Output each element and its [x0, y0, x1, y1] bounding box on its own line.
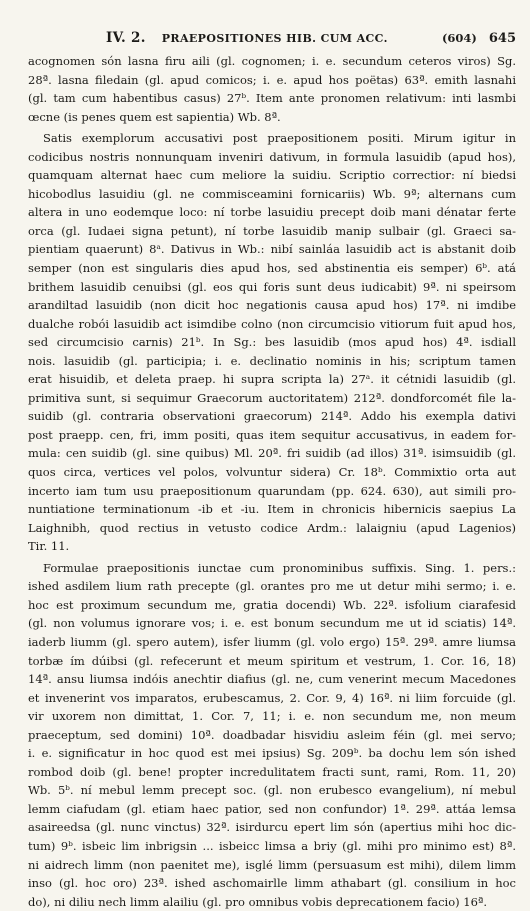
text-line: nois. lasuidib (gl. participia; i. e. declinatio nominis in his; scriptum tamen	[28, 353, 516, 368]
text-line: mula: cen suidib (gl. sine quibus) Ml. 20ª. fri suidib (ad illos) 31ª. isimsuidib (gl.	[28, 446, 516, 461]
text-line: incerto iam tum usu praepositionum quarundam (pp. 624. 630), aut simili pro-	[28, 483, 516, 498]
text-line: pientiam quaerunt) 8ᵃ. Dativus in Wb.: nibí sainláa lasuidib act is abstanit doib	[28, 242, 516, 257]
page-number: 645	[488, 31, 516, 46]
text-line: œcne (is penes quem est sapientia) Wb. 8ª.	[28, 109, 281, 124]
text-line: lemm ciafudam (gl. etiam haec patior, sed non confundor) 1ª. 29ª. attáa lemsa	[28, 801, 516, 816]
text-line: hoc est proximum secundum me, gratia docendi) Wb. 22ª. isfolium ciarafesid	[28, 597, 516, 612]
page-header	[28, 30, 516, 46]
text-line: vir uxorem non dimittat, 1. Cor. 7, 11; i. e. non secundum me, non meum	[28, 709, 516, 724]
text-line: erat hisuidib, et deleta praep. hi supra scripta la) 27ᵃ. it cétnidi lasuidib (gl.	[28, 372, 516, 387]
text-line: torbæ ím dúibsi (gl. refecerunt et meum spiritum et vestrum, 1. Cor. 16, 18)	[28, 653, 516, 668]
paragraph	[28, 129, 516, 556]
text-line: et invenerint vos imparatos, erubescamus, 2. Cor. 9, 4) 16ª. ni liim forcuide (gl.	[28, 690, 516, 705]
text-line: quamquam alternat haec cum meliore la suidiu. Scriptio correctior: ní biedsi	[28, 168, 516, 183]
text-line: dualche robói lasuidib act isimdibe colno (non circumcisio vitiorum fuit apud hos,	[28, 316, 516, 331]
text-line: primitiva sunt, si sequimur Graecorum auctoritatem) 212ª. dondforcomét file la-	[28, 390, 516, 405]
body-text	[28, 52, 516, 911]
text-line: ished asdilem lium rath precepte (gl. orantes pro me ut detur mihi sermo; i. e.	[28, 579, 516, 594]
running-title: PRAEPOSITIONES HIB. CUM ACC.	[161, 32, 388, 45]
text-line: orca (gl. Iudaei signa petunt), ní torbe lasuidib manip sulbair (gl. Graeci sa-	[28, 223, 516, 238]
text-line: Wb. 5ᵇ. ní mebul lemm precept soc. (gl. non erubesco evangelium), ní mebul	[28, 783, 516, 798]
text-line: ni aidrech limm (non paenitet me), isglé limm (persuasum est mihi), dilem limm	[28, 857, 516, 872]
text-line: (gl. tam cum habentibus casus) 27ᵇ. Item ante pronomen relativum: inti lasmbi	[28, 91, 516, 106]
text-line: nuntiatione terminationum -ib et -iu. Item in chronicis hibernicis saepius La	[28, 502, 516, 517]
text-line: sed circumcisio carnis) 21ᵇ. In Sg.: bes lasuidib (mos apud hos) 4ª. isdiall	[28, 335, 516, 350]
text-line: Laighnibh, quod rectius in vetusto codice Ardm.: lalaigniu (apud Lagenios)	[28, 520, 516, 535]
text-line: quos circa, vertices vel polos, volvuntur sidera) Cr. 18ᵇ. Commixtio orta aut	[28, 465, 516, 480]
text-line: i. e. significatur in hoc quod est mei ipsius) Sg. 209ᵇ. ba dochu lem són ished	[28, 746, 516, 761]
text-line: acognomen són lasna firu aili (gl. cognomen; i. e. secundum ceteros viros) Sg.	[28, 54, 516, 68]
text-line: arandiltad lasuidib (non dicit hoc negationis causa apud hos) 17ª. ni imdibe	[28, 298, 516, 313]
text-line: brithem lasuidib cenuibsi (gl. eos qui foris sunt deus iudicabit) 9ª. ni speirsom	[28, 279, 516, 294]
text-line: semper (non est singularis dies apud hos, sed abstinentia eis semper) 6ᵇ. atá	[28, 261, 516, 276]
text-line: 28ª. lasna filedain (gl. apud comicos; i. e. apud hos poëtas) 63ª. emith lasnahi	[28, 72, 516, 87]
text-line: Formulae praepositionis iunctae cum pronominibus suffixis. Sing. 1. pers.:	[43, 560, 516, 575]
text-line: do), ni diliu nech limm alailiu (gl. pro omnibus vobis deprecationem facio) 16ª.	[28, 894, 488, 909]
text-line: rombod doib (gl. bene! propter incredulitatem fracti sunt, rami, Rom. 11, 20)	[28, 764, 516, 779]
text-line: inso (gl. hoc oro) 23ª. ished aschomairlle limm athabart (gl. consilium in hoc	[28, 876, 516, 891]
paragraph	[28, 559, 516, 911]
text-line: suidib (gl. contraria observationi graecorum) 214ª. Addo his exempla dativi	[28, 409, 516, 424]
text-line: Tir. 11.	[28, 539, 70, 554]
paragraph	[28, 52, 516, 126]
text-line: Satis exemplorum accusativi post praepositionem positi. Mirum igitur in	[43, 131, 516, 146]
original-page-reference: (604)	[441, 31, 477, 45]
text-line: altera in uno eodemque loco: ní torbe lasuidiu precept doib mani dénatar ferte	[28, 205, 516, 220]
text-line: (gl. non volumus ignorare vos; i. e. est bonum secundum me ut id sciatis) 14ª.	[28, 616, 516, 631]
section-number: IV. 2.	[106, 30, 146, 46]
text-line: asaireedsa (gl. nunc vinctus) 32ª. isirdurcu epert lim són (apertius mihi hoc dic-	[28, 820, 516, 835]
text-line: codicibus nostris nonnunquam inveniri dativum, in formula lasuidib (apud hos),	[28, 149, 516, 164]
text-line: tum) 9ᵇ. isbeic lim inbrigsin ... isbeicc limsa a briy (gl. mihi pro minimo est) 8ª.	[28, 838, 516, 853]
text-line: hicobodlus lasuidiu (gl. ne commisceamini fornicariis) Wb. 9ª; alternans cum	[28, 186, 516, 201]
text-line: 14ª. ansu liumsa indóis anechtir diafius (gl. ne, cum venerint mecum Macedones	[28, 672, 516, 687]
text-line: post praepp. cen, fri, imm positi, quas item sequitur accusativus, in eadem for-	[28, 427, 516, 442]
text-line: iaderb liumm (gl. spero autem), isfer liumm (gl. volo ergo) 15ª. 29ª. amre liumsa	[28, 634, 516, 649]
text-line: praeceptum, sed domini) 10ª. doadbadar hisvidiu asleim féin (gl. mei servo;	[28, 727, 516, 742]
